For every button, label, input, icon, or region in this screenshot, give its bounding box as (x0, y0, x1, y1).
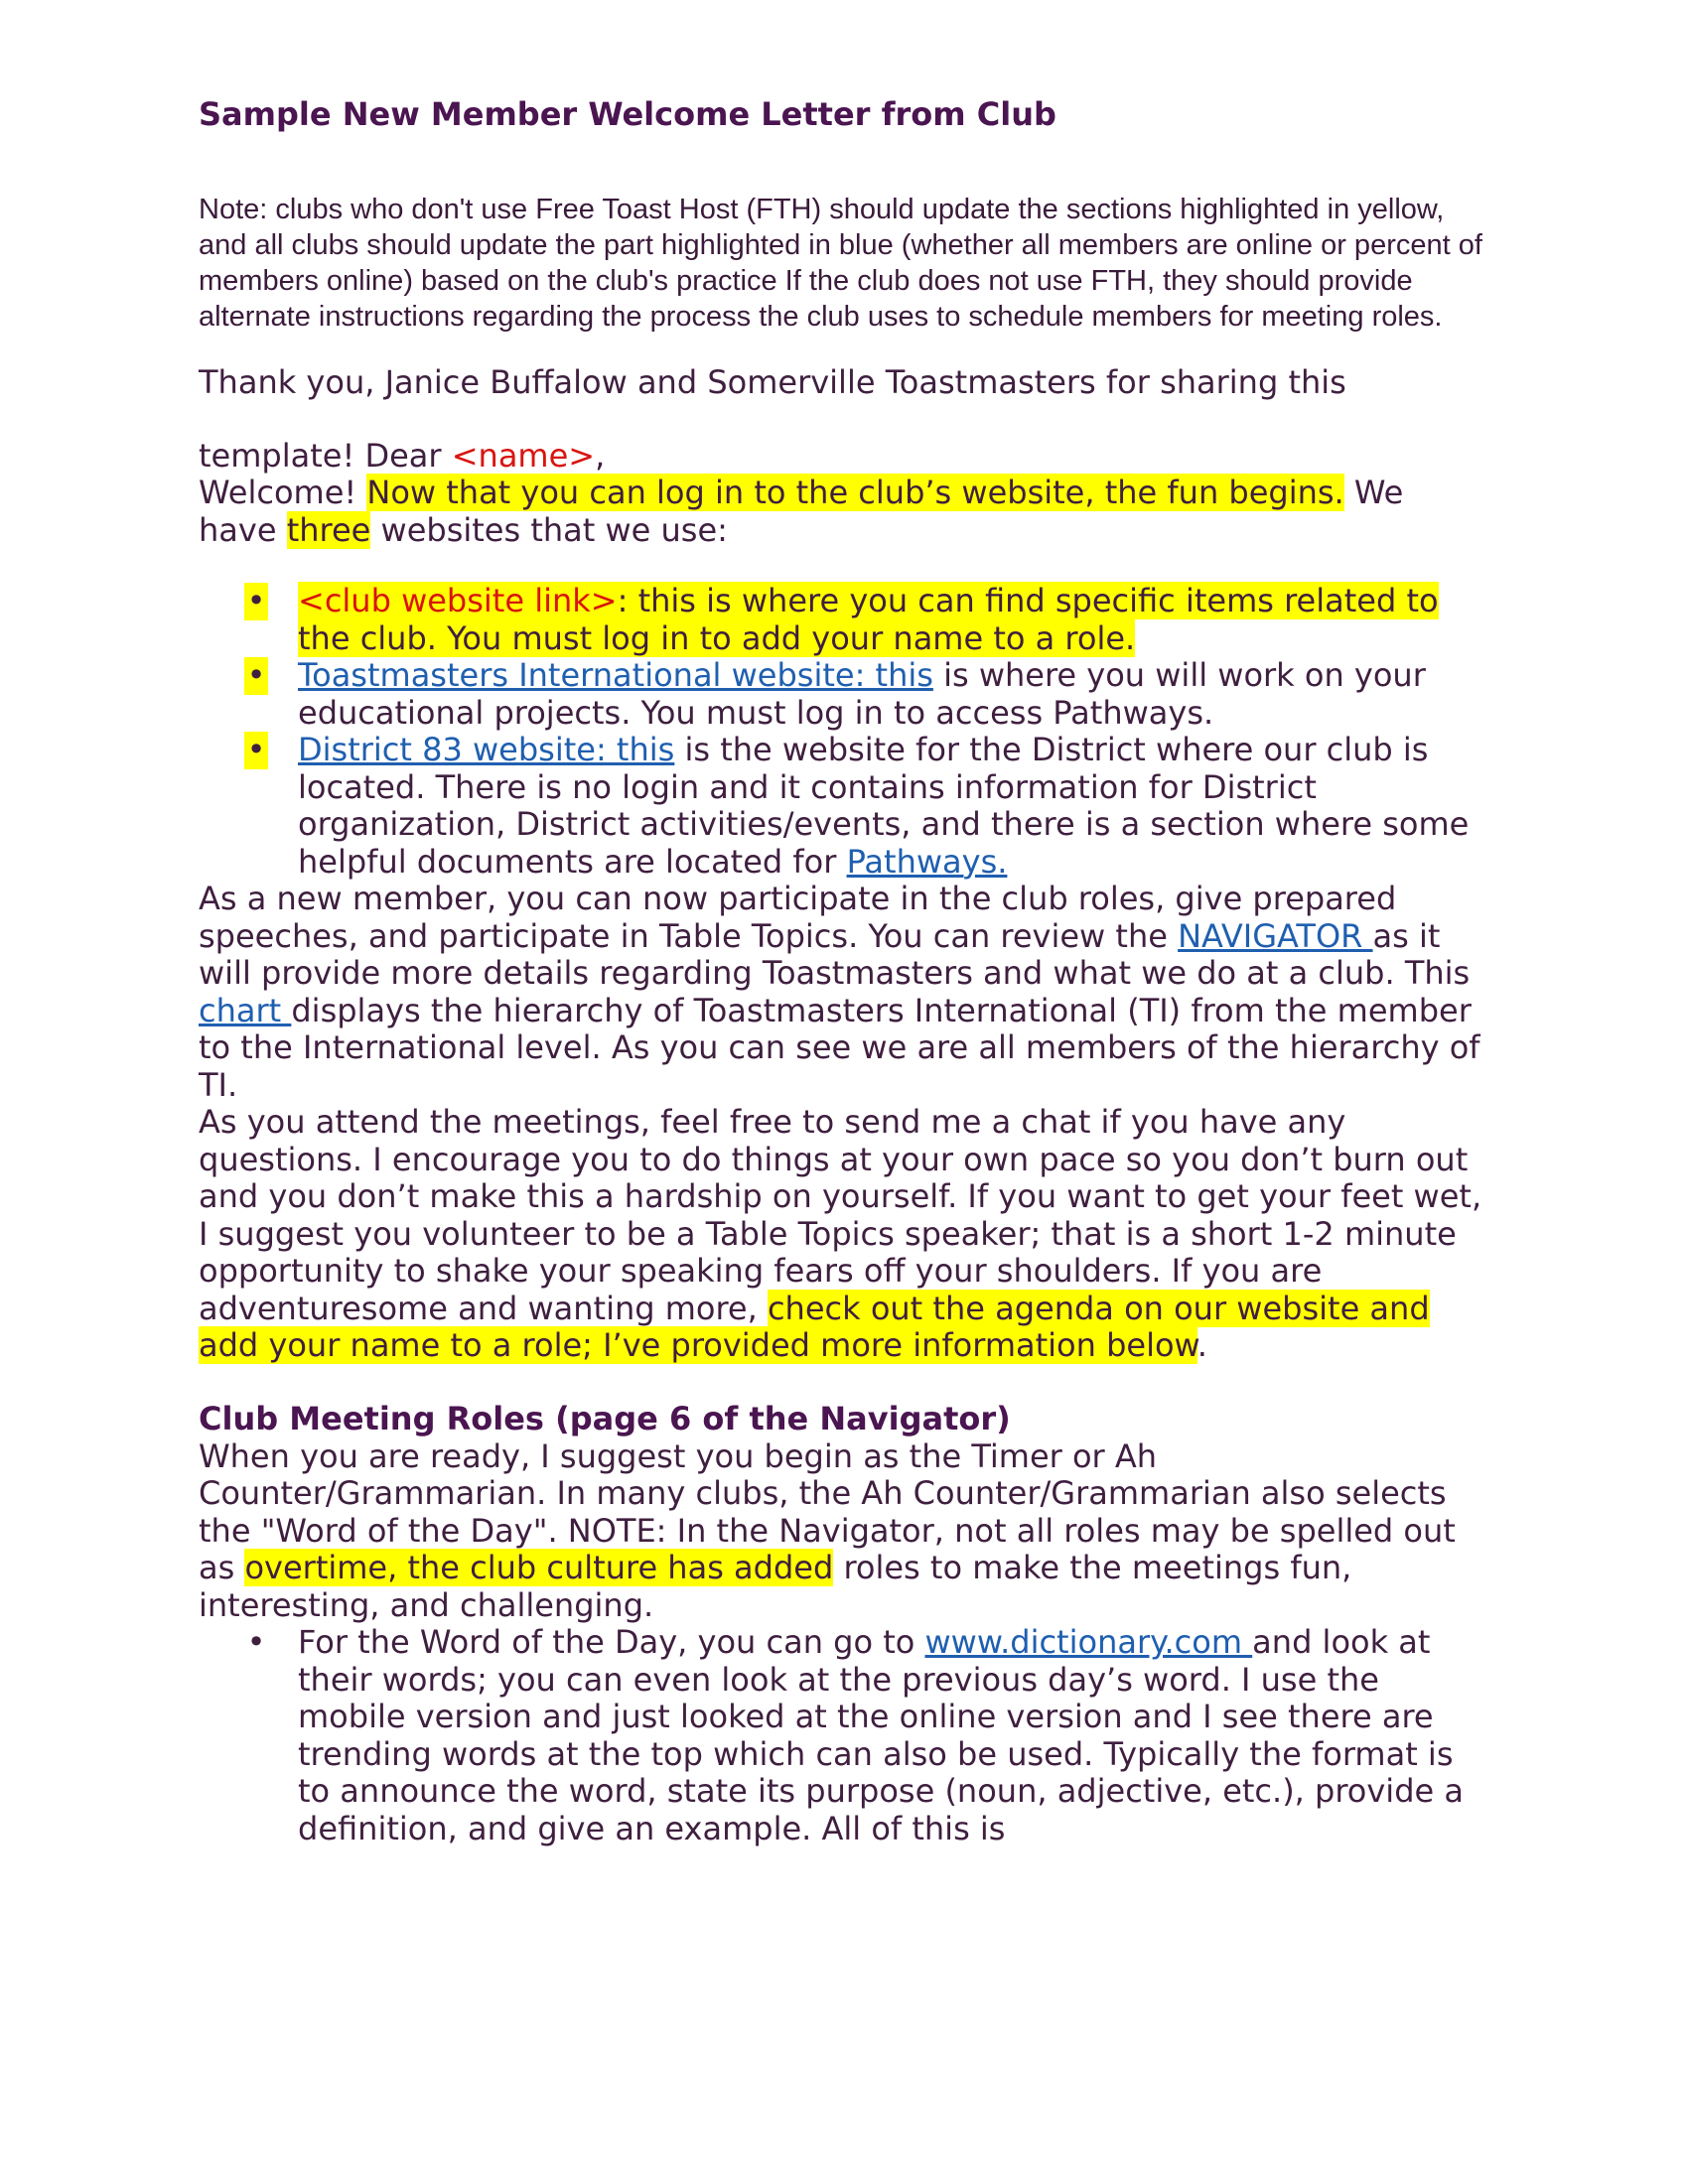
welcome-text: Welcome! (199, 474, 367, 511)
welcome-highlight: Now that you can log in to the club’s website, the fun begins. (366, 474, 1344, 511)
greeting-comma: , (595, 436, 606, 475)
bullet-marker: • (244, 583, 268, 620)
district-website-link[interactable]: District 83 website: this (298, 731, 675, 768)
word-of-day-list (199, 1624, 1489, 1847)
list-item (199, 732, 1489, 881)
three-highlight: three (286, 510, 371, 549)
greeting-line (199, 438, 1489, 476)
navigator-link[interactable]: NAVIGATOR (1178, 916, 1373, 955)
bullet-marker: • (244, 657, 268, 695)
welcome-paragraph (199, 475, 1489, 549)
websites-list (199, 583, 1489, 881)
member-text: As a new member, you can now participate in the club roles, give prepared speeches, and participate in Table Topics. You can review the (199, 880, 1397, 955)
meetings-paragraph (199, 1104, 1489, 1365)
thanks-line: Thank you, Janice Buffalow and Somerville Toastmasters for sharing this (199, 363, 1346, 401)
welcome-text-2: We have (199, 474, 1404, 549)
roles-text: When you are ready, I suggest you begin as the Timer or Ah Counter/Grammarian. In many clubs, the Ah Counter/Grammarian also selects the "Word of the Day". NOTE: In the Navigator, not all roles may be spelled out as (199, 1436, 1456, 1586)
word-text-2: and look at their words; you can even look at the previous day’s word. I use the mobile version and just looked at the online version and I see there are trending words at the top which can also be used. Typically the format is to announce the word, state its purpose (noun, adjective, etc.), provide a definition, and give an example. All of this is (298, 1623, 1464, 1847)
list-item (199, 1624, 1489, 1847)
member-text-2: as it will provide more details regarding Toastmasters and what we do at a club. This (199, 916, 1471, 992)
new-member-paragraph (199, 881, 1489, 1104)
name-placeholder: <name> (451, 436, 596, 475)
bullet-marker: • (246, 1623, 266, 1661)
list-item (199, 657, 1489, 732)
meetings-text: As you attend the meetings, feel free to send me a chat if you have any questions. I encourage you to do things at your own pace so you don’t burn out and you don’t make this a hardship on yourself. If you want to get your feet wet, I suggest you volunteer to be a Table Topics speaker; that is a short 1-2 minute opportunity to shake your speaking fears off your shoulders. If you are adventuresome and wanting more, (199, 1103, 1482, 1327)
district-website-desc: is the website for the District where our club is located. There is no login and it contains information for District organization, District activities/events, and there is a section where some helpful documents are located for (298, 731, 1470, 881)
roles-text-2: roles to make the meetings fun, interesting, and challenging. (199, 1549, 1352, 1624)
template-note: Note: clubs who don't use Free Toast Host (FTH) should update the sections highlighted in yellow, and all clubs should update the part highlighted in blue (whether all members are online or percent of members online) based on the club's practice If the club does not use FTH, they should provide alternate instructions regarding the process the club uses to schedule members for meeting roles. (199, 194, 1482, 333)
bullet-marker: • (244, 732, 268, 769)
pathways-link[interactable]: Pathways. (846, 842, 1008, 881)
member-text-3: displays the hierarchy of Toastmasters International (TI) from the member to the International level. As you can see we are all members of the hierarchy of TI. (199, 991, 1480, 1104)
roles-heading: Club Meeting Roles (page 6 of the Navigator) (199, 1399, 1011, 1437)
word-text: For the Word of the Day, you can go to (298, 1623, 925, 1661)
greeting-text: template! Dear (199, 436, 452, 475)
roles-paragraph (199, 1438, 1489, 1625)
ti-website-desc: is where you will work on your educational projects. You must log in to access Pathways. (298, 656, 1426, 732)
club-website-desc: : this is where you can find specific items related to the club. You must log in to add your name to a role. (298, 582, 1439, 657)
culture-highlight: overtime, the club culture has added (244, 1549, 834, 1586)
document-title: Sample New Member Welcome Letter from Club (199, 95, 1056, 133)
club-website-link[interactable]: <club website link> (298, 582, 618, 619)
list-item (199, 583, 1489, 657)
chart-link[interactable]: chart (199, 991, 292, 1029)
ti-website-link[interactable]: Toastmasters International website: this (298, 656, 933, 694)
meetings-period: . (1196, 1326, 1207, 1364)
welcome-text-3: websites that we use: (370, 510, 728, 549)
letter-content (199, 94, 1489, 1847)
agenda-highlight: check out the agenda on our website and add your name to a role; I’ve provided more information below (199, 1289, 1430, 1364)
dictionary-link[interactable]: www.dictionary.com (924, 1623, 1253, 1661)
club-website-item (298, 582, 1439, 657)
